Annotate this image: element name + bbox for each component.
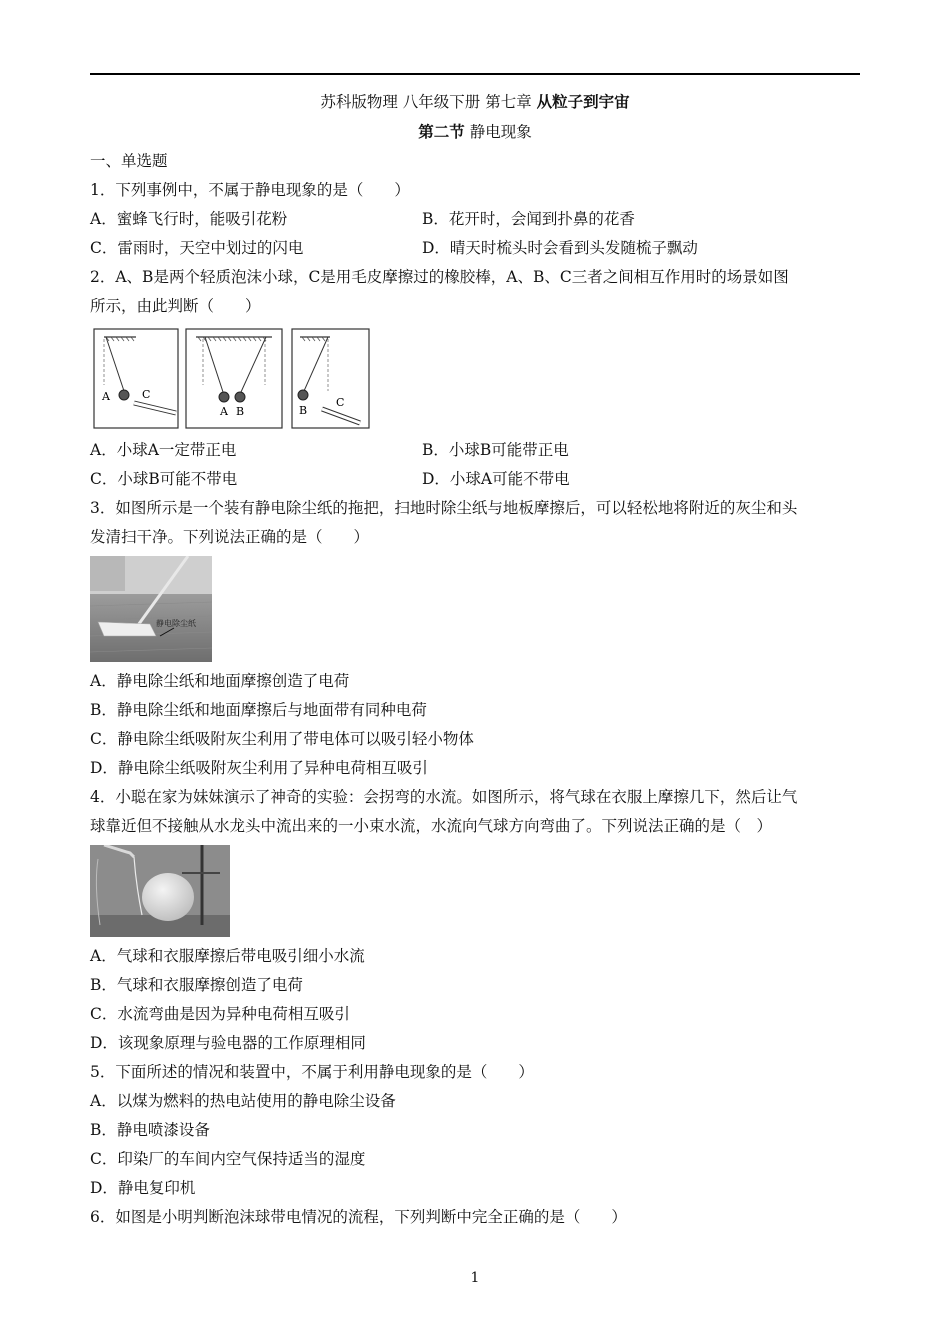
- panel-2-label-b: B: [236, 405, 245, 418]
- panel-1-label-a: A: [102, 390, 110, 403]
- panel-1-rod-c-fill: [134, 403, 176, 413]
- q1-option-b: B．花开时，会闻到扑鼻的花香: [422, 210, 635, 228]
- section-title: 第二节 静电现象: [418, 122, 532, 141]
- q1-option-a: A．蜜蜂飞行时，能吸引花粉: [90, 210, 288, 228]
- q4-option-d: D．该现象原理与验电器的工作原理相同: [90, 1034, 366, 1052]
- question-5-stem: 5．下面所述的情况和装置中，不属于利用静电现象的是（ ）: [90, 1063, 534, 1081]
- section-label: 一、单选题: [90, 152, 168, 170]
- q3-option-d: D．静电除尘纸吸附灰尘利用了异种电荷相互吸引: [90, 759, 428, 777]
- panel-2-string-b: [241, 337, 266, 392]
- question-2-stem-line-1: 2．A、B是两个轻质泡沫小球，C是用毛皮摩擦过的橡胶棒，A、B、C三者之间相互作用时的场景如图: [90, 268, 789, 286]
- panel-1-label-c: C: [142, 388, 151, 401]
- pendulum-diagram: [90, 325, 375, 431]
- q3-option-a: A．静电除尘纸和地面摩擦创造了电荷: [90, 672, 350, 690]
- furniture: [90, 556, 125, 591]
- question-1-stem: 1．下列事例中，不属于静电现象的是（ ）: [90, 181, 410, 199]
- mop-head: [98, 622, 156, 636]
- panel-1-hatch: [106, 337, 134, 341]
- panel-2-ball-a: [219, 392, 229, 402]
- question-4-stem-line-1: 4．小聪在家为妹妹演示了神奇的实验：会拐弯的水流。如图所示，将气球在衣服上摩擦几下，然后让气: [90, 788, 798, 806]
- panel-3-label-b: B: [299, 404, 308, 417]
- balloon-water-photo: [90, 845, 230, 937]
- q1-option-d: D．晴天时梳头时会看到头发随梳子飘动: [422, 239, 698, 257]
- q1-option-c: C．雷雨时，天空中划过的闪电: [90, 239, 304, 257]
- q2-option-a: A．小球A一定带正电: [90, 441, 237, 459]
- pendulum-diagram-svg: [90, 325, 375, 431]
- question-6-stem: 6．如图是小明判断泡沫球带电情况的流程，下列判断中完全正确的是（ ）: [90, 1208, 627, 1226]
- panel-3-label-c: C: [336, 396, 345, 409]
- mop-photo-label: 静电除尘纸: [156, 619, 196, 628]
- q4-option-b: B．气球和衣服摩擦创造了电荷: [90, 976, 303, 994]
- q2-option-c: C．小球B可能不带电: [90, 470, 238, 488]
- header-rule: [90, 73, 860, 75]
- panel-3-string: [304, 337, 328, 391]
- q2-option-d: D．小球A可能不带电: [422, 470, 570, 488]
- q5-option-c: C．印染厂的车间内空气保持适当的湿度: [90, 1150, 366, 1168]
- panel-1-string: [106, 337, 124, 391]
- panel-3-rod-c-fill: [322, 409, 360, 423]
- question-4-stem-line-2: 球靠近但不接触从水龙头中流出来的一小束水流，水流向气球方向弯曲了。下列说法正确的是（ ）: [90, 817, 773, 835]
- panel-2-string-a: [205, 337, 223, 392]
- question-2-stem-line-2: 所示，由此判断（ ）: [90, 297, 261, 315]
- mop-photo-svg: [90, 556, 212, 662]
- q5-option-b: B．静电喷漆设备: [90, 1121, 210, 1139]
- page-number: 1: [470, 1270, 480, 1286]
- q4-option-c: C．水流弯曲是因为异种电荷相互吸引: [90, 1005, 350, 1023]
- q3-option-b: B．静电除尘纸和地面摩擦后与地面带有同种电荷: [90, 701, 427, 719]
- q2-option-b: B．小球B可能带正电: [422, 441, 569, 459]
- q3-option-c: C．静电除尘纸吸附灰尘利用了带电体可以吸引轻小物体: [90, 730, 474, 748]
- panel-2-frame: [186, 329, 282, 428]
- document-title: 苏科版物理 八年级下册 第七章 从粒子到宇宙: [320, 92, 630, 111]
- q4-option-a: A．气球和衣服摩擦后带电吸引细小水流: [90, 947, 365, 965]
- balloon: [142, 873, 194, 921]
- panel-3-ball-b: [298, 390, 308, 400]
- panel-2-hatch: [198, 337, 266, 341]
- mop-photo: [90, 556, 212, 662]
- panel-2-ball-b: [235, 392, 245, 402]
- q5-option-a: A．以煤为燃料的热电站使用的静电除尘设备: [90, 1092, 396, 1110]
- q5-option-d: D．静电复印机: [90, 1179, 196, 1197]
- question-3-stem-line-2: 发清扫干净。下列说法正确的是（ ）: [90, 528, 370, 546]
- balloon-water-photo-svg: [90, 845, 230, 937]
- panel-1-frame: [94, 329, 178, 428]
- panel-2-label-a: A: [220, 405, 228, 418]
- panel-1-ball-a: [119, 390, 129, 400]
- question-3-stem-line-1: 3．如图所示是一个装有静电除尘纸的拖把，扫地时除尘纸与地板摩擦后，可以轻松地将附近的灰尘和头: [90, 499, 798, 517]
- panel-3-hatch: [302, 337, 325, 341]
